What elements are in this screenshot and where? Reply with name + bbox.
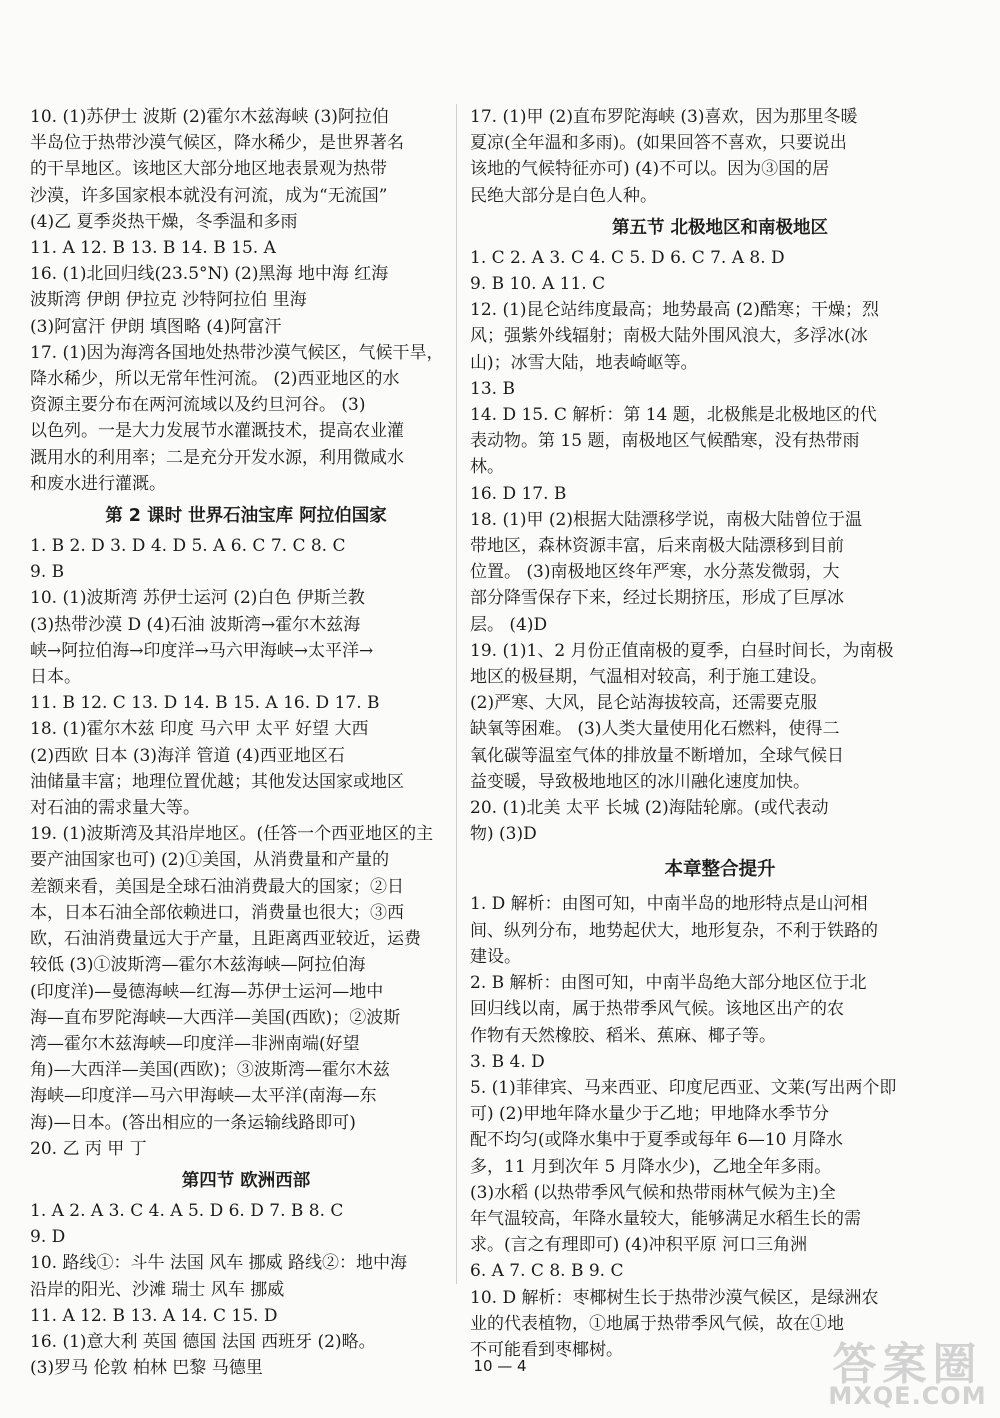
answer-entry: 19. (1)波斯湾及其沿岸地区。(任答一个西亚地区的主 要产油国家也可) (2)①美国，从消费量和产量的 差额来看，美国是全球石油消费最大的国家；②日 本，日本石油全部依赖进口，消费量也很大；③西 欧，石油消费量远大于产量，且距离西亚较近，运费 较低 (3)①波斯湾—霍尔木兹海峡—阿拉伯海 (印度洋)—曼德海峡—红海—苏伊士运河—地中 海—直布罗陀海峡—大西洋—美国(西欧)；②波斯 湾—霍尔木兹海峡—印度洋—非洲南端(好望 角)—大西洋—美国(西欧)；③波斯湾—霍尔木兹 海峡—印度洋—马六甲海峡—太平洋(南海—东 海)—日本。(答出相应的一条运输线路即可): [30, 824, 434, 1133]
answer-entry: 16. (1)意大利 英国 德国 法国 西班牙 (2)略。 (3)罗马 伦敦 柏林 巴黎 马德里: [30, 1331, 376, 1379]
answer-entry: 16. D 17. B: [470, 483, 567, 504]
answer-entry: 13. B: [470, 378, 515, 399]
answer-entry: 10. (1)苏伊士 波斯 (2)霍尔木兹海峡 (3)阿拉伯 半岛位于热带沙漠气候区，降水稀少，是世界著名 的干旱地区。该地区大部分地区地表景观为热带 沙漠，许多国家根本就没有河流，成为“无流国” (4)乙 夏季炎热干燥，冬季温和多雨: [30, 107, 404, 232]
page-number: 10 — 4: [473, 1357, 527, 1375]
answer-entry: 12. (1)昆仑站纬度最高；地势最高 (2)酷寒；干燥；烈 风；强紫外线辐射；南极大陆外围风浪大，多浮冰(冰 山)；冰雪大陆，地表崎岖等。: [470, 300, 880, 373]
answer-entry: 6. A 7. C 8. B 9. C: [470, 1261, 624, 1282]
answer-entry: 17. (1)因为海湾各国地处热带沙漠气候区，气候干旱， 降水稀少，所以无常年性河流。 (2)西亚地区的水 资源主要分布在两河流域以及约旦河谷。 (3) 以色列。一是大力发展节水灌溉技术，提高农业灌 溉用水的利用率；二是充分开发水源，利用微咸水 和废水进行灌溉。: [30, 342, 444, 494]
section-heading: 第五节 北极地区和南极地区: [611, 217, 829, 238]
answer-entry: 16. (1)北回归线(23.5°N) (2)黑海 地中海 红海 波斯湾 伊朗 伊拉克 沙特阿拉伯 里海 (3)阿富汗 伊朗 填图略 (4)阿富汗: [30, 264, 389, 337]
answer-entry: 3. B 4. D: [470, 1051, 545, 1072]
answer-entry: 10. (1)波斯湾 苏伊士运河 (2)白色 伊斯兰教 (3)热带沙漠 D (4)石油 波斯湾→霍尔木兹海 峡→阿拉伯海→印度洋→马六甲海峡→太平洋→ 日本。: [30, 588, 374, 688]
right-column: [470, 104, 970, 1363]
answer-entry: 18. (1)甲 (2)根据大陆漂移学说，南极大陆曾位于温 带地区，森林资源丰富，后来南极大陆漂移到目前 位置。 (3)南极地区终年严寒，水分蒸发微弱，大 部分降雪保存下来，经过长期挤压，形成了巨厚冰 层。 (4)D: [470, 509, 863, 635]
answer-entry: 14. D 15. C 解析：第 14 题，北极熊是北极地区的代 表动物。第 15 题，南极地区气候酷寒，没有热带雨 林。: [470, 405, 877, 478]
answer-entry: 20. (1)北美 太平 长城 (2)海陆轮廓。(或代表动 物) (3)D: [470, 798, 829, 845]
answer-entry: 1. C 2. A 3. C 4. C 5. D 6. C 7. A 8. D 9. B 10. A 11. C: [470, 247, 785, 295]
answer-entry: 1. B 2. D 3. D 4. D 5. A 6. C 7. C 8. C 9. B: [30, 536, 346, 583]
answer-entry: 20. 乙 丙 甲 丁: [30, 1138, 147, 1159]
section-heading: 第 2 课时 世界石油宝库 阿拉伯国家: [105, 506, 387, 527]
watermark-text: 答案圈: [832, 1339, 983, 1390]
watermark-logo: [820, 1328, 995, 1414]
answer-entry: 18. (1)霍尔木兹 印度 马六甲 太平 好望 大西 (2)西欧 日本 (3)海洋 管道 (4)西亚地区石 油储量丰富；地理位置优越；其他发达国家或地区 对石油的需求量大等。: [30, 719, 404, 819]
left-column: [30, 104, 462, 1381]
answer-entry: 19. (1)1、2 月份正值南极的夏季，白昼时间长，为南极 地区的极昼期，气温相对较高，利于施工建设。 (2)严寒、大风，昆仑站海拔较高，还需要克服 缺氧等困难。 (3)人类大量使用化石燃料，使得二 氧化碳等温室气体的排放量不断增加，全球气候日 益变暖，导致极地地区的冰川融化速度加快。: [470, 640, 894, 792]
column-divider: [456, 104, 457, 1284]
answer-entry: 11. A 12. B 13. B 14. B 15. A: [30, 238, 276, 259]
answer-entry: 1. A 2. A 3. C 4. A 5. D 6. D 7. B 8. C 9. D: [30, 1200, 344, 1248]
answer-entry: 17. (1)甲 (2)直布罗陀海峡 (3)喜欢，因为那里冬暖 夏凉(全年温和多雨)。(如果回答不喜欢，只要说出 该地的气候特征亦可) (4)不可以。因为③国的居 民绝大部分是白色人种。: [470, 107, 858, 206]
section-heading: 第四节 欧洲西部: [181, 1170, 311, 1191]
answer-entry: 2. B 解析：由图可知，中南半岛绝大部分地区位于北 回归线以南，属于热带季风气候。该地区出产的农 作物有天然橡胶、稻米、蕉麻、椰子等。: [470, 973, 867, 1046]
section-heading: 本章整合提升: [664, 859, 776, 881]
answer-entry: 11. B 12. C 13. D 14. B 15. A 16. D 17. B: [30, 693, 380, 714]
answer-entry: 11. A 12. B 13. A 14. C 15. D: [30, 1305, 278, 1326]
answer-entry: 5. (1)菲律宾、马来西亚、印度尼西亚、文莱(写出两个即 可) (2)甲地年降水量少于乙地；甲地降水季节分 配不均匀(或降水集中于夏季或每年 6—10 月降水 多，11 月到次年 5 月降水少)，乙地全年多雨。 (3)水稻 (以热带季风气候和热带雨林气候为主)全 年气温较高，年降水量较大，能够满足水稻生长的需 求。(言之有理即可) (4)冲积平原 河口三角洲: [470, 1077, 897, 1256]
answer-entry: 1. D 解析：由图可知，中南半岛的地形特点是山河相 间、纵列分布，地势起伏大，地形复杂，不利于铁路的 建设。: [470, 894, 878, 967]
answer-entry: 10. D 解析：枣椰树生长于热带沙漠气候区，是绿洲农 业的代表植物，①地属于热带季风气候，故在①地 不可能看到枣椰树。: [470, 1287, 879, 1360]
answer-entry: 10. 路线①：斗牛 法国 风车 挪威 路线②：地中海 沿岸的阳光、沙滩 瑞士 风车 挪威: [30, 1253, 408, 1300]
watermark-url: MXQE.COM: [828, 1382, 987, 1410]
